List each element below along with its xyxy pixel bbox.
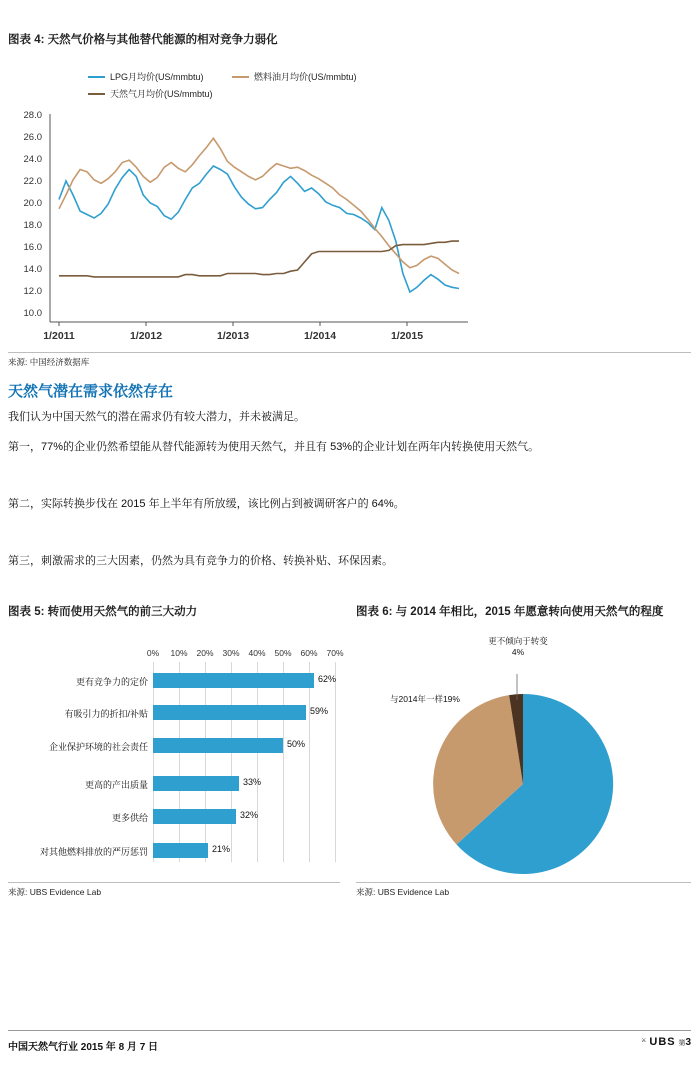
figure4-svg — [8, 98, 691, 330]
bar-rect — [153, 738, 283, 753]
bar-category-label: 对其他燃料排放的严厉惩罚 — [39, 847, 148, 857]
grid-line — [309, 662, 310, 862]
bar-rect — [153, 809, 236, 824]
x-axis-label: 20% — [196, 648, 214, 658]
legend-label-fueloil: 燃料油月均价(US/mmbtu) — [254, 72, 357, 82]
footer-document-title: 中国天然气行业 2015 年 8 月 7 日 — [8, 1042, 159, 1053]
grid-line — [153, 662, 154, 862]
paragraph-4: 第三，刺激需求的三大因素，仍然为具有竞争力的价格、转换补贴、环保因素。 — [8, 555, 393, 567]
grid-line — [179, 662, 180, 862]
legend-swatch-fueloil — [232, 76, 249, 78]
y-axis-label: 16.0 — [23, 242, 42, 253]
bar-value-label: 32% — [240, 810, 259, 820]
pie-label-more-willing-value: 77% — [627, 850, 645, 861]
bar-value-label: 59% — [310, 706, 329, 716]
line-series — [59, 166, 459, 292]
ubs-keys-icon: ⚔ — [641, 1038, 648, 1044]
bar-rect — [153, 843, 208, 858]
legend-label-lpg: LPG月均价(US/mmbtu) — [110, 72, 204, 82]
pie-label-same-value: 19% — [442, 694, 460, 704]
ubs-wordmark: UBS — [649, 1036, 676, 1048]
figure4-plot-area — [8, 98, 691, 343]
bar-value-label: 50% — [287, 739, 306, 749]
footer-divider — [8, 1030, 691, 1031]
pie-label-less-willing — [473, 636, 563, 657]
y-axis-label: 18.0 — [23, 220, 42, 231]
figure5-source: 来源: UBS Evidence Lab — [8, 882, 340, 898]
figure6-chart — [356, 628, 691, 896]
grid-line — [257, 662, 258, 862]
legend-item-lpg — [88, 70, 204, 83]
figure6-title: 图表 6: 与 2014 年相比，2015 年愿意转向使用天然气的程度 — [356, 606, 664, 618]
bar-category-label: 有吸引力的折扣/补贴 — [64, 709, 148, 719]
pie-label-more-willing-text: 更倾向于转变 — [610, 840, 662, 850]
x-axis-label: 30% — [222, 648, 240, 658]
grid-line — [283, 662, 284, 862]
bar-rect — [153, 776, 239, 791]
y-axis-label: 26.0 — [23, 132, 42, 143]
x-axis-label: 50% — [274, 648, 292, 658]
bar-rect — [153, 673, 314, 688]
x-axis-label: 70% — [326, 648, 344, 658]
x-axis-label: 1/2011 — [43, 330, 75, 342]
x-axis-label: 0% — [146, 648, 160, 658]
x-axis-label: 40% — [248, 648, 266, 658]
grid-line — [231, 662, 232, 862]
legend-item-fueloil — [232, 70, 357, 83]
pie-label-less-willing-text: 更不倾向于转变 — [488, 636, 548, 646]
x-axis-label: 10% — [170, 648, 188, 658]
paragraph-3: 第二，实际转换步伐在 2015 年上半年有所放缓，该比例占到被调研客户的 64%。 — [8, 498, 405, 510]
x-axis-label: 1/2013 — [216, 330, 250, 342]
bar-category-label: 企业保护环境的社会责任 — [48, 742, 148, 752]
footer-brand-page — [641, 1036, 691, 1048]
legend-swatch-gas — [88, 93, 105, 95]
grid-line — [205, 662, 206, 862]
bar-rect — [153, 705, 306, 720]
y-axis-label: 14.0 — [23, 264, 42, 275]
y-axis-label: 20.0 — [23, 198, 42, 209]
grid-line — [335, 662, 336, 862]
x-axis-label: 1/2014 — [303, 330, 337, 342]
figure4-legend — [88, 70, 648, 100]
figure5-chart — [8, 628, 344, 896]
paragraph-2: 第一，77%的企业仍然希望能从替代能源转为使用天然气，并且有 53%的企业计划在两年内转换使用天然气。 — [8, 441, 540, 453]
figure4-source: 来源: 中国经济数据库 — [8, 352, 691, 368]
legend-label-gas: 天然气月均价(US/mmbtu) — [110, 89, 213, 99]
section-heading: 天然气潜在需求依然存在 — [8, 383, 174, 400]
figure4-chart — [8, 52, 691, 344]
bar-category-label: 更多供给 — [111, 813, 148, 823]
legend-swatch-lpg — [88, 76, 105, 78]
y-axis-label: 28.0 — [23, 110, 42, 121]
bar-value-label: 62% — [318, 674, 337, 684]
y-axis-label: 12.0 — [23, 286, 42, 297]
y-axis-label: 24.0 — [23, 154, 42, 165]
bar-value-label: 33% — [243, 777, 262, 787]
pie-label-less-willing-value: 4% — [511, 646, 525, 657]
footer-page-number: 3 — [685, 1037, 691, 1048]
pie-label-same — [390, 694, 460, 705]
footer-page-word: 第 — [678, 1040, 686, 1047]
x-axis-label: 1/2012 — [129, 330, 163, 342]
paragraph-1: 我们认为中国天然气的潜在需求仍有较大潜力，并未被满足。 — [8, 411, 305, 423]
pie-label-same-text: 与2014年一样 — [390, 694, 443, 704]
figure6-source: 来源: UBS Evidence Lab — [356, 882, 691, 898]
x-axis-label: 1/2015 — [390, 330, 424, 342]
figure5-title: 图表 5: 转而使用天然气的前三大动力 — [8, 606, 198, 618]
x-axis-label: 60% — [300, 648, 318, 658]
y-axis-label: 10.0 — [23, 308, 42, 319]
figure4-title: 图表 4: 天然气价格与其他替代能源的相对竞争力弱化 — [8, 34, 278, 46]
bar-value-label: 21% — [212, 844, 231, 854]
y-axis-label: 22.0 — [23, 176, 42, 187]
bar-category-label: 更高的产出质量 — [84, 780, 148, 790]
pie-label-more-willing — [588, 840, 684, 861]
bar-category-label: 更有竞争力的定价 — [75, 677, 148, 687]
